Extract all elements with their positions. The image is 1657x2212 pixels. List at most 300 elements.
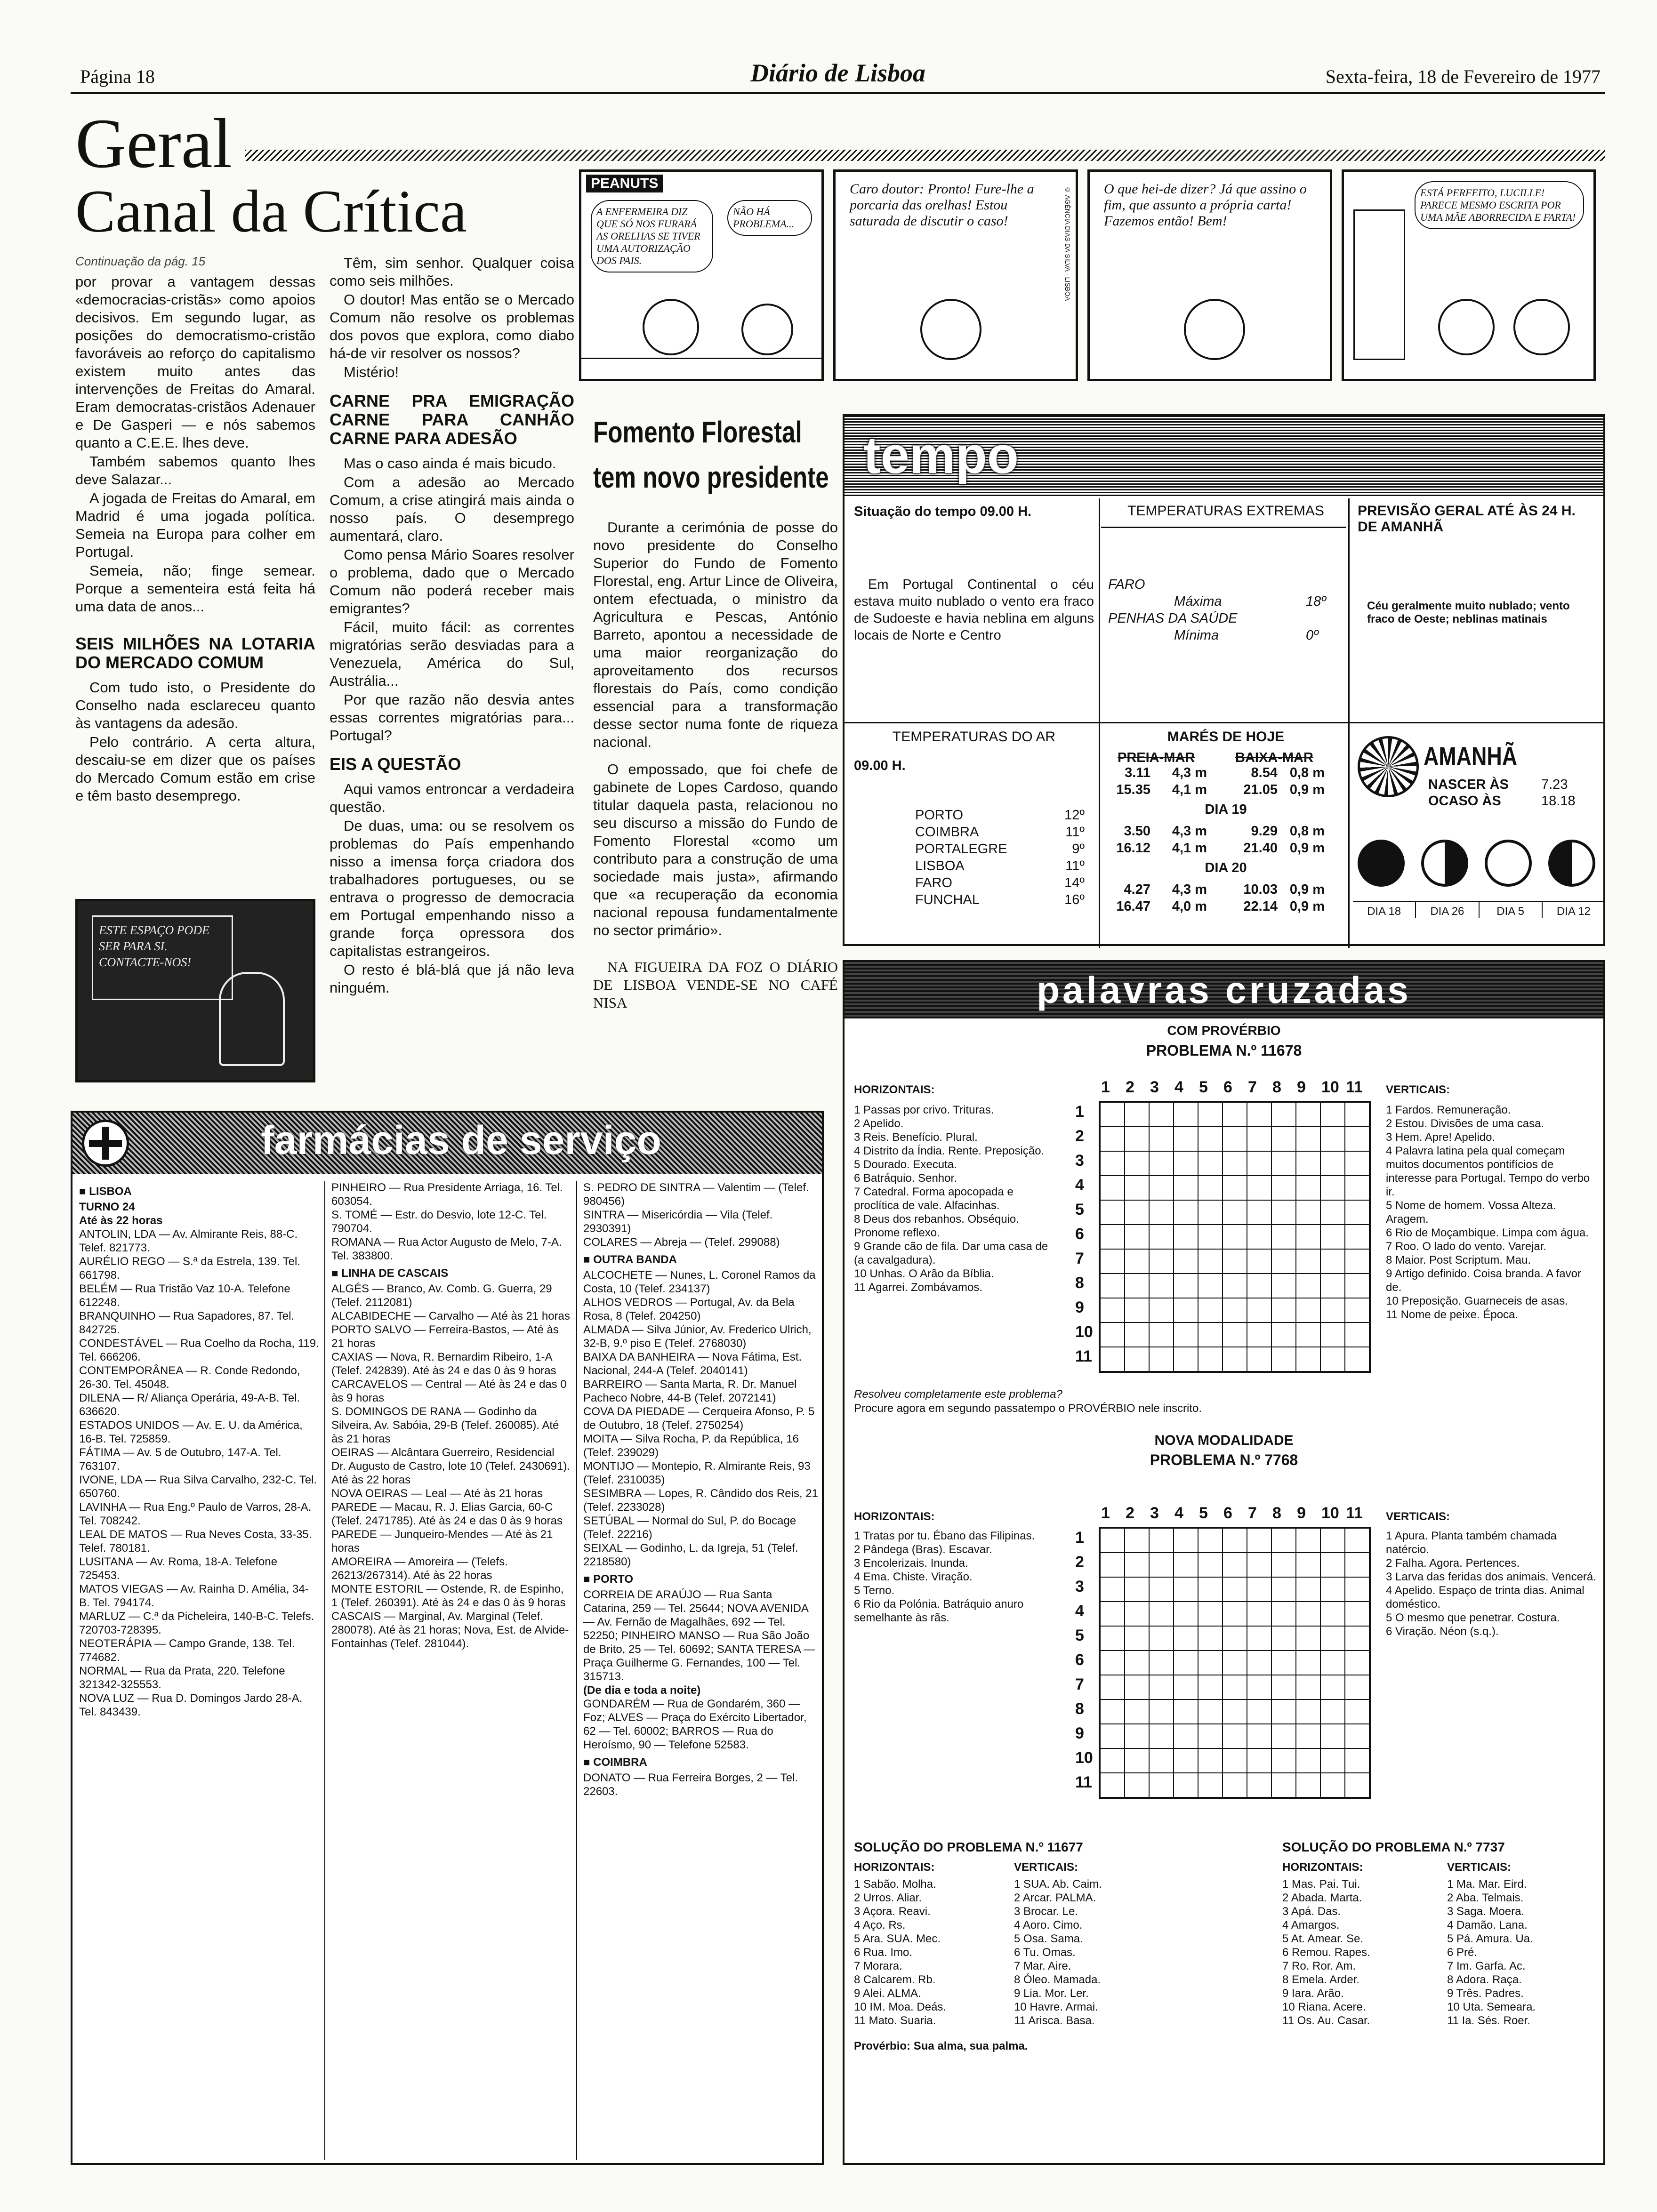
grid-cell[interactable] xyxy=(1247,1724,1271,1748)
grid-cell[interactable] xyxy=(1149,1748,1174,1773)
paragraph: Também sabemos quanto lhes deve Salazar... xyxy=(75,453,315,488)
grid-cell[interactable] xyxy=(1345,1699,1369,1724)
grid-cell[interactable] xyxy=(1198,1773,1223,1797)
grid-cell[interactable] xyxy=(1247,1249,1271,1274)
grid-cell[interactable] xyxy=(1247,1553,1271,1577)
grid-cell[interactable] xyxy=(1174,1651,1198,1675)
clue: 9 Grande cão de fila. Dar uma casa de (a cavalgadura). xyxy=(854,1240,1048,1266)
grid-cell[interactable] xyxy=(1345,1176,1369,1200)
grid-cell[interactable] xyxy=(1174,1748,1198,1773)
problem-number: PROBLEMA N.º 11678 xyxy=(1146,1042,1302,1059)
grid-cell[interactable] xyxy=(1198,1699,1223,1724)
grid-cell[interactable] xyxy=(1198,1298,1223,1322)
grid-cell[interactable] xyxy=(1149,1577,1174,1602)
grid-cell[interactable] xyxy=(1320,1626,1345,1651)
grid-cell[interactable] xyxy=(1296,1347,1320,1371)
grid-cell[interactable] xyxy=(1125,1127,1149,1151)
grid-cell[interactable] xyxy=(1271,1200,1296,1225)
grid-cell[interactable] xyxy=(1174,1127,1198,1151)
grid-cell[interactable] xyxy=(1174,1577,1198,1602)
grid-cell[interactable] xyxy=(1223,1748,1247,1773)
grid-cell[interactable] xyxy=(1125,1699,1149,1724)
grid-cell[interactable] xyxy=(1345,1298,1369,1322)
grid-cell[interactable] xyxy=(1296,1151,1320,1176)
grid-cell[interactable] xyxy=(1100,1347,1125,1371)
grid-cell[interactable] xyxy=(1223,1675,1247,1699)
grid-cell[interactable] xyxy=(1320,1748,1345,1773)
continued-note: Continuação da pág. 15 xyxy=(75,254,206,268)
grid-cell[interactable] xyxy=(1271,1553,1296,1577)
pharmacy-entry: TURNO 24 xyxy=(79,1201,135,1213)
grid-cell[interactable] xyxy=(1345,1102,1369,1127)
grid-cell[interactable] xyxy=(1198,1748,1223,1773)
grid-cell[interactable] xyxy=(1198,1675,1223,1699)
crossword-grid-2 xyxy=(1099,1527,1371,1799)
grid-cell[interactable] xyxy=(1296,1773,1320,1797)
grid-cell[interactable] xyxy=(1149,1200,1174,1225)
grid-cell[interactable] xyxy=(1174,1724,1198,1748)
grid-cell[interactable] xyxy=(1198,1176,1223,1200)
grid-cell[interactable] xyxy=(1174,1200,1198,1225)
crossword-subtitle: COM PROVÉRBIO xyxy=(1167,1023,1281,1038)
grid-cell[interactable] xyxy=(1100,1773,1125,1797)
grid-cell[interactable] xyxy=(1345,1651,1369,1675)
pharmacy-entry: S. PEDRO DE SINTRA — Valentim — (Telef. 980456) xyxy=(583,1181,809,1208)
grid-cell[interactable] xyxy=(1271,1724,1296,1748)
pharmacy-entry: LAVINHA — Rua Eng.º Paulo de Varros, 28-A. Tel. 708242. xyxy=(79,1501,312,1527)
grid-cell[interactable] xyxy=(1149,1176,1174,1200)
grid-cell[interactable] xyxy=(1223,1127,1247,1151)
grid-cell[interactable] xyxy=(1125,1553,1149,1577)
grid-cell[interactable] xyxy=(1320,1151,1345,1176)
grid-cell[interactable] xyxy=(1198,1553,1223,1577)
grid-cell[interactable] xyxy=(1296,1200,1320,1225)
grid-cell[interactable] xyxy=(1223,1298,1247,1322)
grid-cell[interactable] xyxy=(1223,1724,1247,1748)
grid-cell[interactable] xyxy=(1345,1528,1369,1553)
forecast-heading: PREVISÃO GERAL ATÉ ÀS 24 H. DE AMANHÃ xyxy=(1358,503,1576,535)
grid-cell[interactable] xyxy=(1345,1322,1369,1347)
grid-cell[interactable] xyxy=(1271,1298,1296,1322)
grid-cell[interactable] xyxy=(1100,1577,1125,1602)
grid-cell[interactable] xyxy=(1320,1274,1345,1298)
grid-cell[interactable] xyxy=(1174,1773,1198,1797)
grid-cell[interactable] xyxy=(1320,1675,1345,1699)
grid-cell[interactable] xyxy=(1271,1249,1296,1274)
grid-cell[interactable] xyxy=(1198,1347,1223,1371)
grid-cell[interactable] xyxy=(1149,1773,1174,1797)
grid-cell[interactable] xyxy=(1271,1274,1296,1298)
grid-cell[interactable] xyxy=(1125,1577,1149,1602)
grid-cell[interactable] xyxy=(1100,1200,1125,1225)
desk-line xyxy=(581,358,821,359)
grid-cell[interactable] xyxy=(1223,1553,1247,1577)
row-number: 4 xyxy=(1075,1602,1084,1620)
clue: 5 O mesmo que penetrar. Costura. xyxy=(1386,1611,1560,1624)
grid-cell[interactable] xyxy=(1247,1528,1271,1553)
character-head xyxy=(1184,299,1245,360)
grid-cell[interactable] xyxy=(1174,1176,1198,1200)
grid-cell[interactable] xyxy=(1296,1651,1320,1675)
sunrise-time: 7.23 xyxy=(1541,777,1568,792)
grid-cell[interactable] xyxy=(1345,1748,1369,1773)
subheading: CARNE PRA EMIGRAÇÃO CARNE PARA CANHÃO CARNE PARA ADESÃO xyxy=(330,391,574,448)
grid-cell[interactable] xyxy=(1296,1102,1320,1127)
solution-row: 7 Im. Garfa. Ac. xyxy=(1447,1960,1526,1972)
grid-cell[interactable] xyxy=(1247,1577,1271,1602)
grid-cell[interactable] xyxy=(1223,1102,1247,1127)
grid-cell[interactable] xyxy=(1345,1274,1369,1298)
grid-cell[interactable] xyxy=(1271,1675,1296,1699)
grid-cell[interactable] xyxy=(1100,1651,1125,1675)
grid-cell[interactable] xyxy=(1296,1675,1320,1699)
grid-cell[interactable] xyxy=(1174,1322,1198,1347)
extreme-value: 18º xyxy=(1306,594,1326,609)
grid-cell[interactable] xyxy=(1345,1225,1369,1249)
paragraph: Aqui vamos entroncar a verdadeira questão. xyxy=(330,781,574,815)
grid-cell[interactable] xyxy=(1149,1675,1174,1699)
clue: 3 Encolerizais. Inunda. xyxy=(854,1557,968,1570)
grid-cell[interactable] xyxy=(1223,1225,1247,1249)
grid-cell[interactable] xyxy=(1100,1102,1125,1127)
grid-cell[interactable] xyxy=(1296,1322,1320,1347)
clue: 2 Apelido. xyxy=(854,1117,904,1130)
grid-cell[interactable] xyxy=(1198,1274,1223,1298)
grid-cell[interactable] xyxy=(1198,1602,1223,1626)
grid-cell[interactable] xyxy=(1320,1528,1345,1553)
grid-cell[interactable] xyxy=(1125,1773,1149,1797)
grid-cell[interactable] xyxy=(1345,1602,1369,1626)
grid-cell[interactable] xyxy=(1125,1748,1149,1773)
grid-cell[interactable] xyxy=(1149,1249,1174,1274)
grid-cell[interactable] xyxy=(1149,1626,1174,1651)
grid-cell[interactable] xyxy=(1345,1127,1369,1151)
row-number: 6 xyxy=(1075,1651,1084,1669)
weather-banner xyxy=(845,416,1603,496)
grid-cell[interactable] xyxy=(1345,1675,1369,1699)
grid-cell[interactable] xyxy=(1223,1528,1247,1553)
clue: 11 Nome de peixe. Época. xyxy=(1386,1308,1519,1321)
grid-cell[interactable] xyxy=(1100,1626,1125,1651)
grid-cell[interactable] xyxy=(1271,1176,1296,1200)
grid-cell[interactable] xyxy=(1320,1773,1345,1797)
grid-cell[interactable] xyxy=(1100,1699,1125,1724)
grid-cell[interactable] xyxy=(1100,1553,1125,1577)
pharmacies-banner xyxy=(72,1113,822,1174)
cell: 4,3 m xyxy=(1172,824,1207,839)
grid-cell[interactable] xyxy=(1320,1577,1345,1602)
grid-cell[interactable] xyxy=(1320,1553,1345,1577)
grid-cell[interactable] xyxy=(1125,1675,1149,1699)
grid-cell[interactable] xyxy=(1100,1675,1125,1699)
grid-cell[interactable] xyxy=(1198,1102,1223,1127)
grid-cell[interactable] xyxy=(1320,1225,1345,1249)
grid-cell[interactable] xyxy=(1320,1200,1345,1225)
grid-cell[interactable] xyxy=(1198,1249,1223,1274)
grid-cell[interactable] xyxy=(1345,1553,1369,1577)
grid-cell[interactable] xyxy=(1296,1274,1320,1298)
temperature: 12º xyxy=(1064,808,1085,823)
pharmacy-entry: AURÉLIO REGO — S.ª da Estrela, 139. Tel. 661798. xyxy=(79,1255,300,1282)
grid-cell[interactable] xyxy=(1174,1626,1198,1651)
city: COIMBRA xyxy=(915,825,979,840)
issue-date: Sexta-feira, 18 de Fevereiro de 1977 xyxy=(1325,66,1601,87)
grid-cell[interactable] xyxy=(1296,1553,1320,1577)
grid-cell[interactable] xyxy=(1100,1176,1125,1200)
grid-cell[interactable] xyxy=(1320,1724,1345,1748)
grid-cell[interactable] xyxy=(1100,1322,1125,1347)
grid-cell[interactable] xyxy=(1174,1274,1198,1298)
column-number: 10 xyxy=(1321,1078,1339,1096)
grid-cell[interactable] xyxy=(1320,1102,1345,1127)
grid-cell[interactable] xyxy=(1223,1626,1247,1651)
grid-cell[interactable] xyxy=(1247,1151,1271,1176)
grid-cell[interactable] xyxy=(1296,1249,1320,1274)
grid-cell[interactable] xyxy=(1296,1748,1320,1773)
grid-cell[interactable] xyxy=(1149,1127,1174,1151)
grid-cell[interactable] xyxy=(1223,1176,1247,1200)
grid-cell[interactable] xyxy=(1149,1225,1174,1249)
grid-cell[interactable] xyxy=(1296,1225,1320,1249)
column-number: 7 xyxy=(1248,1078,1257,1096)
pharmacy-entry: NORMAL — Rua da Prata, 220. Telefone 321342-325553. xyxy=(79,1665,285,1691)
grid-cell[interactable] xyxy=(1345,1151,1369,1176)
grid-cell[interactable] xyxy=(1247,1200,1271,1225)
paragraph: De duas, uma: ou se resolvem os problemas do País empenhando nisso a imensa força criadora dos trabalhadores portugueses, ou se entrava o progresso de democracia em Portugal empenhando nisso a grande força opressora dos capitalistas estrangeiros. xyxy=(330,817,574,959)
grid-cell[interactable] xyxy=(1271,1699,1296,1724)
grid-cell[interactable] xyxy=(1125,1176,1149,1200)
grid-cell[interactable] xyxy=(1149,1602,1174,1626)
grid-cell[interactable] xyxy=(1320,1298,1345,1322)
grid-cell[interactable] xyxy=(1320,1699,1345,1724)
grid-cell[interactable] xyxy=(1296,1298,1320,1322)
grid-cell[interactable] xyxy=(1271,1626,1296,1651)
grid-cell[interactable] xyxy=(1198,1225,1223,1249)
grid-cell[interactable] xyxy=(1125,1347,1149,1371)
grid-cell[interactable] xyxy=(1247,1127,1271,1151)
grid-cell[interactable] xyxy=(1320,1651,1345,1675)
grid-cell[interactable] xyxy=(1296,1699,1320,1724)
grid-cell[interactable] xyxy=(1247,1748,1271,1773)
grid-cell[interactable] xyxy=(1174,1602,1198,1626)
cell: 21.05 xyxy=(1243,782,1278,797)
grid-cell[interactable] xyxy=(1223,1200,1247,1225)
grid-cell[interactable] xyxy=(1174,1553,1198,1577)
temperature: 11º xyxy=(1065,858,1085,874)
grid-cell[interactable] xyxy=(1320,1602,1345,1626)
grid-cell[interactable] xyxy=(1149,1528,1174,1553)
solution-row: 5 At. Amear. Se. xyxy=(1282,1932,1364,1945)
grid-cell[interactable] xyxy=(1223,1274,1247,1298)
grid-cell[interactable] xyxy=(1198,1127,1223,1151)
grid-cell[interactable] xyxy=(1296,1577,1320,1602)
grid-cell[interactable] xyxy=(1198,1322,1223,1347)
grid-cell[interactable] xyxy=(1100,1249,1125,1274)
column-number: 2 xyxy=(1126,1504,1134,1522)
grid-cell[interactable] xyxy=(1100,1274,1125,1298)
clue: 2 Pândega (Bras). Escavar. xyxy=(854,1543,992,1556)
grid-cell[interactable] xyxy=(1100,1127,1125,1151)
grid-cell[interactable] xyxy=(1125,1274,1149,1298)
grid-cell[interactable] xyxy=(1223,1773,1247,1797)
grid-cell[interactable] xyxy=(1174,1298,1198,1322)
grid-cell[interactable] xyxy=(1125,1322,1149,1347)
grid-cell[interactable] xyxy=(1174,1225,1198,1249)
grid-cell[interactable] xyxy=(1125,1724,1149,1748)
grid-cell[interactable] xyxy=(1223,1151,1247,1176)
section-label: Geral xyxy=(75,104,233,183)
grid-cell[interactable] xyxy=(1100,1748,1125,1773)
grid-cell[interactable] xyxy=(1198,1724,1223,1748)
grid-cell[interactable] xyxy=(1271,1651,1296,1675)
grid-cell[interactable] xyxy=(1100,1298,1125,1322)
grid-cell[interactable] xyxy=(1271,1577,1296,1602)
grid-cell[interactable] xyxy=(1320,1249,1345,1274)
solution-row: 10 Havre. Armai. xyxy=(1014,2001,1098,2013)
cell: 15.35 xyxy=(1116,782,1150,797)
grid-cell[interactable] xyxy=(1247,1102,1271,1127)
grid-cell[interactable] xyxy=(1125,1651,1149,1675)
grid-cell[interactable] xyxy=(1198,1626,1223,1651)
grid-cell[interactable] xyxy=(1247,1225,1271,1249)
grid-cell[interactable] xyxy=(1271,1773,1296,1797)
grid-cell[interactable] xyxy=(1271,1225,1296,1249)
extreme-place: FARO xyxy=(1108,577,1145,592)
grid-cell[interactable] xyxy=(1345,1773,1369,1797)
grid-cell[interactable] xyxy=(1247,1675,1271,1699)
grid-cell[interactable] xyxy=(1296,1127,1320,1151)
grid-cell[interactable] xyxy=(1223,1347,1247,1371)
grid-cell[interactable] xyxy=(1247,1651,1271,1675)
grid-cell[interactable] xyxy=(1174,1347,1198,1371)
grid-cell[interactable] xyxy=(1125,1225,1149,1249)
grid-cell[interactable] xyxy=(1198,1651,1223,1675)
grid-cell[interactable] xyxy=(1271,1322,1296,1347)
grid-cell[interactable] xyxy=(1100,1724,1125,1748)
solution-across xyxy=(854,1877,1009,2028)
grid-cell[interactable] xyxy=(1223,1651,1247,1675)
solution-row: 9 Lia. Mor. Ler. xyxy=(1014,1987,1089,2000)
pharmacy-entry: COVA DA PIEDADE — Cerqueira Afonso, P. 5 de Outubro, 18 (Telef. 2750254) xyxy=(583,1405,815,1432)
grid-cell[interactable] xyxy=(1320,1127,1345,1151)
grid-cell[interactable] xyxy=(1149,1347,1174,1371)
grid-cell[interactable] xyxy=(1247,1176,1271,1200)
grid-cell[interactable] xyxy=(1149,1553,1174,1577)
grid-cell[interactable] xyxy=(1247,1347,1271,1371)
grid-cell[interactable] xyxy=(1296,1602,1320,1626)
grid-cell[interactable] xyxy=(1223,1577,1247,1602)
grid-cell[interactable] xyxy=(1125,1102,1149,1127)
grid-cell[interactable] xyxy=(1149,1322,1174,1347)
grid-cell[interactable] xyxy=(1223,1322,1247,1347)
grid-cell[interactable] xyxy=(1223,1249,1247,1274)
grid-cell[interactable] xyxy=(1174,1102,1198,1127)
grid-cell[interactable] xyxy=(1320,1322,1345,1347)
grid-cell[interactable] xyxy=(1247,1773,1271,1797)
grid-cell[interactable] xyxy=(1247,1699,1271,1724)
grid-cell[interactable] xyxy=(1125,1151,1149,1176)
grid-cell[interactable] xyxy=(1296,1724,1320,1748)
grid-cell[interactable] xyxy=(1247,1322,1271,1347)
clue: 3 Reis. Benefício. Plural. xyxy=(854,1131,978,1144)
grid-cell[interactable] xyxy=(1271,1748,1296,1773)
grid-cell[interactable] xyxy=(1247,1602,1271,1626)
grid-cell[interactable] xyxy=(1100,1225,1125,1249)
grid-cell[interactable] xyxy=(1125,1200,1149,1225)
grid-cell[interactable] xyxy=(1296,1528,1320,1553)
grid-cell[interactable] xyxy=(1100,1602,1125,1626)
grid-cell[interactable] xyxy=(1198,1200,1223,1225)
grid-cell[interactable] xyxy=(1125,1298,1149,1322)
grid-cell[interactable] xyxy=(1198,1528,1223,1553)
grid-cell[interactable] xyxy=(1320,1176,1345,1200)
pharmacy-entry: ■ PORTO xyxy=(583,1573,634,1586)
grid-cell[interactable] xyxy=(1125,1626,1149,1651)
grid-cell[interactable] xyxy=(1296,1176,1320,1200)
grid-cell[interactable] xyxy=(1271,1347,1296,1371)
grid-cell[interactable] xyxy=(1271,1602,1296,1626)
grid-cell[interactable] xyxy=(1149,1274,1174,1298)
pharmacy-entry: MOITA — Silva Rocha, P. da República, 16 (Telef. 239029) xyxy=(583,1433,799,1459)
grid-cell[interactable] xyxy=(1149,1151,1174,1176)
grid-cell[interactable] xyxy=(1198,1151,1223,1176)
grid-cell[interactable] xyxy=(1247,1274,1271,1298)
grid-cell[interactable] xyxy=(1296,1626,1320,1651)
clue: 5 Dourado. Executa. xyxy=(854,1158,957,1171)
grid-cell[interactable] xyxy=(1149,1724,1174,1748)
list-item xyxy=(915,858,1085,874)
grid-cell[interactable] xyxy=(1125,1602,1149,1626)
column-number: 6 xyxy=(1223,1078,1232,1096)
grid-cell[interactable] xyxy=(1320,1347,1345,1371)
solution-row: 9 Alei. ALMA. xyxy=(854,1987,921,2000)
grid-cell[interactable] xyxy=(1271,1151,1296,1176)
grid-cell[interactable] xyxy=(1149,1651,1174,1675)
grid-cell[interactable] xyxy=(1125,1528,1149,1553)
grid-cell[interactable] xyxy=(1345,1577,1369,1602)
grid-cell[interactable] xyxy=(1271,1127,1296,1151)
grid-cell[interactable] xyxy=(1149,1102,1174,1127)
grid-cell[interactable] xyxy=(1345,1249,1369,1274)
grid-cell[interactable] xyxy=(1174,1675,1198,1699)
sunrise-label: NASCER ÀS xyxy=(1428,777,1509,792)
grid-cell[interactable] xyxy=(1174,1151,1198,1176)
pharmacy-entry: MATOS VIEGAS — Av. Rainha D. Amélia, 34-B. Tel. 794174. xyxy=(79,1583,309,1609)
grid-cell[interactable] xyxy=(1345,1626,1369,1651)
solution-row: 5 Ara. SUA. Mec. xyxy=(854,1932,941,1945)
grid-cell[interactable] xyxy=(1149,1699,1174,1724)
grid-cell[interactable] xyxy=(1271,1528,1296,1553)
grid-cell[interactable] xyxy=(1149,1298,1174,1322)
grid-cell[interactable] xyxy=(1345,1724,1369,1748)
grid-cell[interactable] xyxy=(1174,1699,1198,1724)
grid-cell[interactable] xyxy=(1125,1249,1149,1274)
grid-cell[interactable] xyxy=(1223,1602,1247,1626)
solution-row: 1 SUA. Ab. Caim. xyxy=(1014,1878,1102,1891)
grid-cell[interactable] xyxy=(1247,1626,1271,1651)
grid-cell[interactable] xyxy=(1223,1699,1247,1724)
grid-cell[interactable] xyxy=(1345,1347,1369,1371)
grid-cell[interactable] xyxy=(1100,1528,1125,1553)
temperature: 14º xyxy=(1064,875,1085,890)
grid-cell[interactable] xyxy=(1174,1528,1198,1553)
grid-cell[interactable] xyxy=(1345,1200,1369,1225)
grid-cell[interactable] xyxy=(1100,1151,1125,1176)
grid-cell[interactable] xyxy=(1198,1577,1223,1602)
grid-cell[interactable] xyxy=(1271,1102,1296,1127)
grid-cell[interactable] xyxy=(1174,1249,1198,1274)
grid-cell[interactable] xyxy=(1247,1298,1271,1322)
